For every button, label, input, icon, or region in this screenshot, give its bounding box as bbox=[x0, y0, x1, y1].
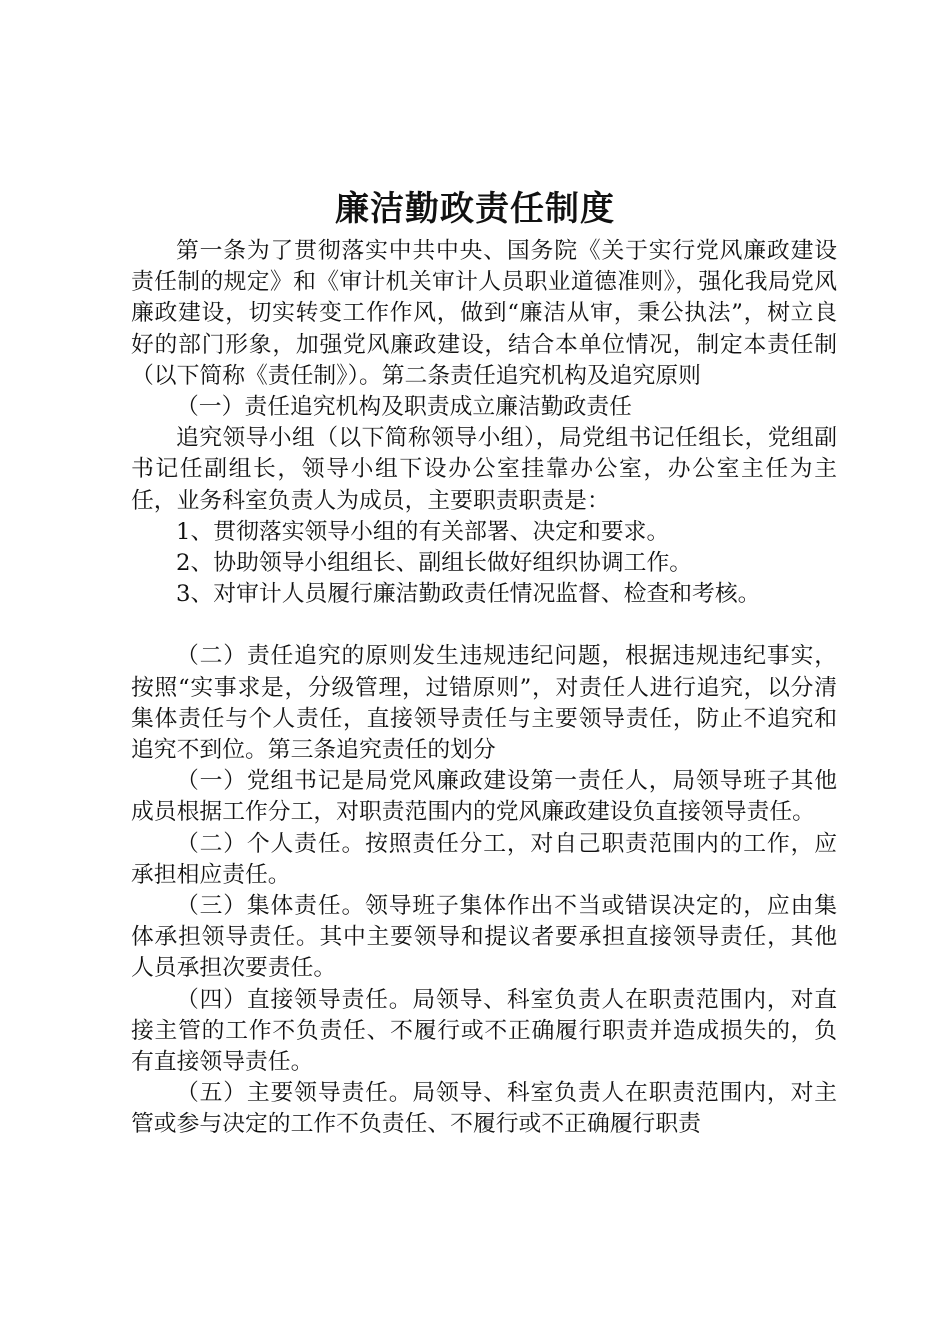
paragraph-section-2: （二）责任追究的原则发生违规违纪问题，根据违规违纪事实，按照“实事求是，分级管理，过错原则”，对责任人进行追究，以分清集体责任与个人责任，直接领导责任与主要领导责任，防止不追究和追究不到位。第三条追究责任的划分 bbox=[131, 643, 837, 764]
paragraph-responsibility-5: （五）主要领导责任。局领导、科室负责人在职责范围内，对主管或参与决定的工作不负责任、不履行或不正确履行职责 bbox=[131, 1080, 837, 1138]
paragraph-duty-2: 2、协助领导小组组长、副组长做好组织协调工作。 bbox=[176, 550, 693, 577]
paragraph-duty-3: 3、对审计人员履行廉洁勤政责任情况监督、检查和考核。 bbox=[176, 581, 761, 608]
paragraph-responsibility-4: （四）直接领导责任。局领导、科室负责人在职责范围内，对直接主管的工作不负责任、不履行或不正确履行职责并造成损失的，负有直接领导责任。 bbox=[131, 986, 837, 1076]
paragraph-section-1: （一）责任追究机构及职责成立廉洁勤政责任 bbox=[176, 394, 632, 421]
paragraph-leading-group: 追究领导小组（以下简称领导小组），局党组书记任组长，党组副书记任副组长，领导小组下设办公室挂靠办公室，办公室主任为主任，业务科室负责人为成员，主要职责职责是： bbox=[131, 425, 837, 514]
document-title: 廉洁勤政责任制度 bbox=[335, 189, 615, 229]
paragraph-article-1: 第一条为了贯彻落实中共中央、国务院《关于实行党风廉政建设责任制的规定》和《审计机关审计人员职业道德准则》，强化我局党风廉政建设，切实转变工作作风，做到“廉洁从审，秉公执法”，树立良好的部门形象，加强党风廉政建设，结合本单位情况，制定本责任制（以下简称《责任制》）。第二条责任追究机构及追究原则 bbox=[131, 238, 837, 389]
paragraph-responsibility-3: （三）集体责任。领导班子集体作出不当或错误决定的，应由集体承担领导责任。其中主要领导和提议者要承担直接领导责任，其他人员承担次要责任。 bbox=[131, 893, 837, 982]
document-body bbox=[131, 236, 837, 1141]
paragraph-duty-1: 1、贯彻落实领导小组的有关部署、决定和要求。 bbox=[176, 518, 670, 545]
paragraph-responsibility-1: （一）党组书记是局党风廉政建设第一责任人，局领导班子其他成员根据工作分工，对职责范围内的党风廉政建设负直接领导责任。 bbox=[131, 768, 837, 826]
paragraph-responsibility-2: （二）个人责任。按照责任分工，对自己职责范围内的工作，应承担相应责任。 bbox=[131, 830, 837, 888]
